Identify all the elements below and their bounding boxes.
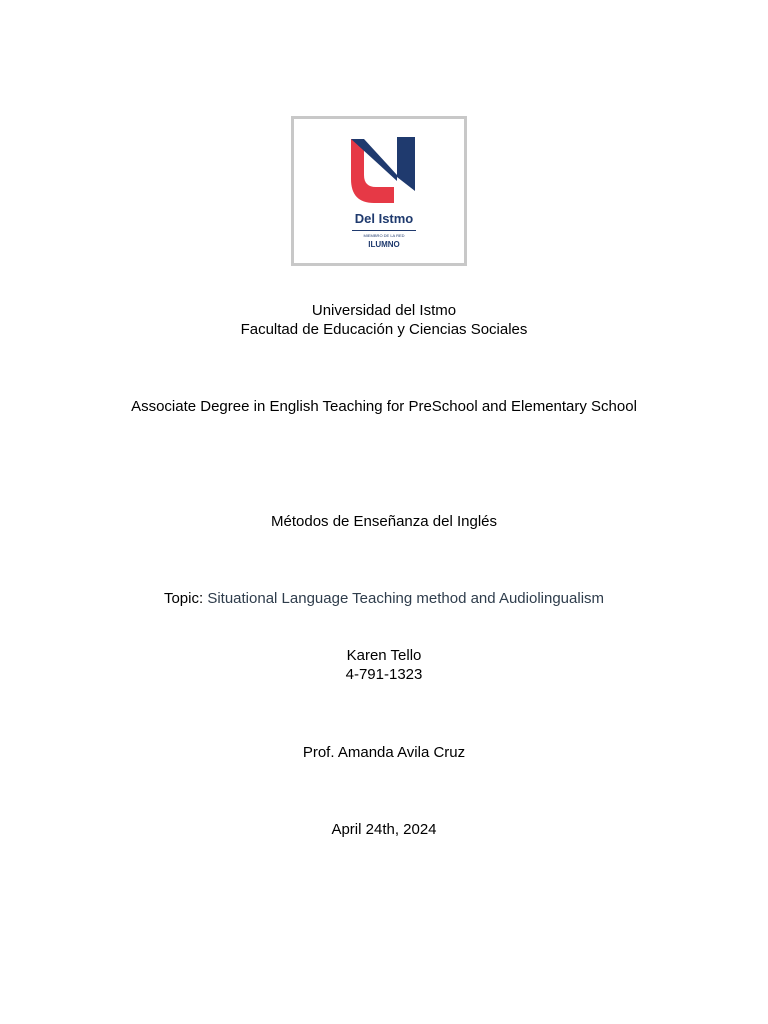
student-id: 4-791-1323 (345, 666, 423, 683)
student-name: Karen Tello (346, 647, 422, 664)
professor-name: Prof. Amanda Avila Cruz (302, 744, 466, 761)
university-logo (291, 116, 467, 266)
topic-value: Situational Language Teaching method and Audiolingualism (207, 590, 605, 607)
degree-title: Associate Degree in English Teaching for PreSchool and Elementary School (131, 398, 637, 415)
faculty-name: Facultad de Educación y Ciencias Sociales (240, 321, 528, 338)
logo-subtitle: MIEMBRO DE LA RED (363, 233, 405, 238)
university-name: Universidad del Istmo (311, 302, 457, 319)
logo-u-icon (294, 119, 464, 263)
logo-network: ILUMNO (368, 240, 400, 249)
topic-label: Topic: (163, 590, 204, 607)
topic-line (0, 589, 768, 608)
course-title: Métodos de Enseñanza del Inglés (271, 513, 497, 530)
document-date: April 24th, 2024 (331, 821, 437, 838)
logo-name: Del Istmo (354, 211, 414, 226)
